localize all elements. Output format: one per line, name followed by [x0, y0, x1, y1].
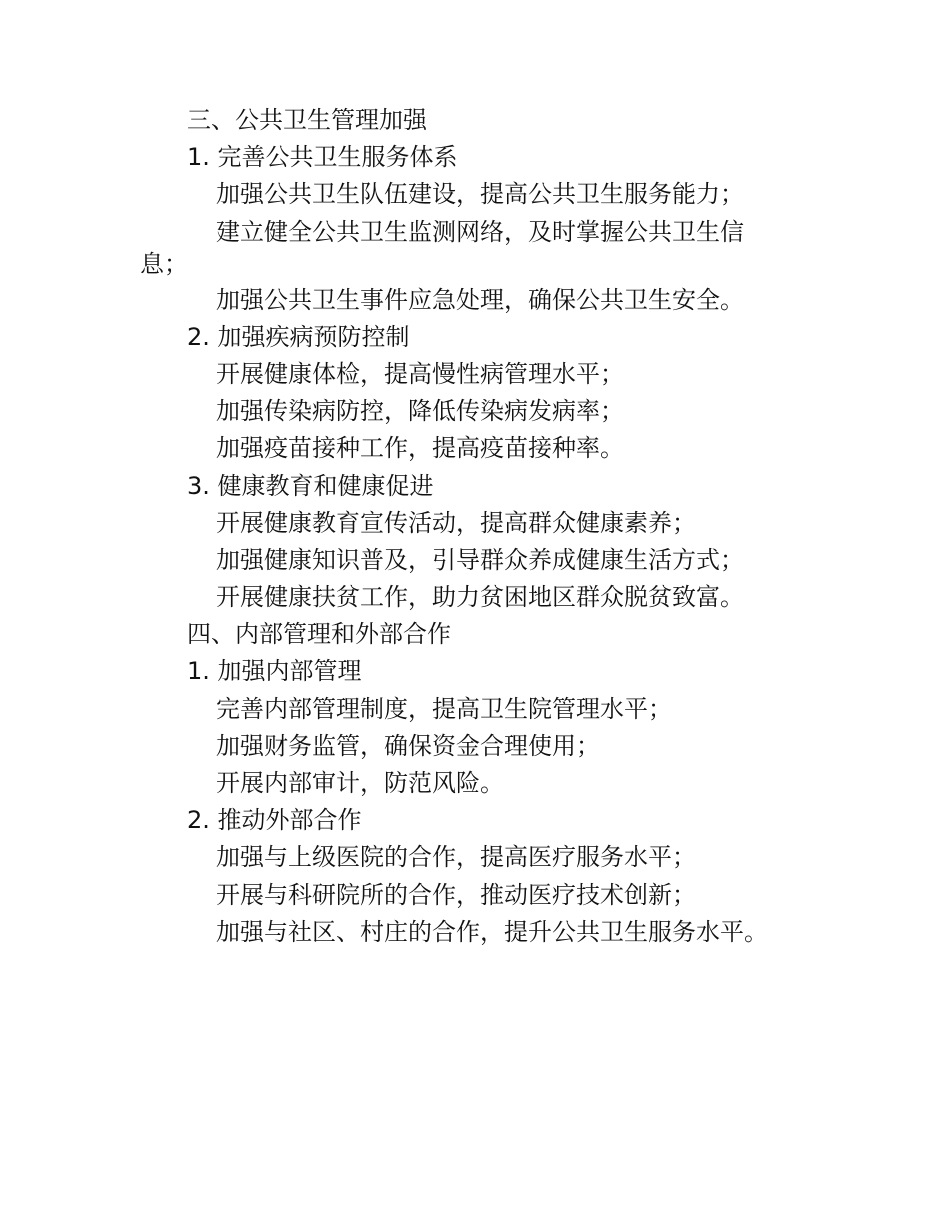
list-item: 开展健康教育宣传活动，提高群众健康素养； — [216, 508, 696, 537]
list-item: 开展健康扶贫工作，助力贫困地区群众脱贫致富。 — [216, 583, 744, 612]
list-item: 加强健康知识普及，引导群众养成健康生活方式； — [216, 545, 744, 574]
list-item: 加强公共卫生队伍建设，提高公共卫生服务能力； — [216, 180, 744, 209]
list-item: 开展健康体检，提高慢性病管理水平； — [216, 359, 624, 388]
list-item: 建立健全公共卫生监测网络，及时掌握公共卫生信息； — [140, 217, 744, 278]
list-item: 加强财务监管，确保资金合理使用； — [216, 731, 600, 760]
list-item: 开展与科研院所的合作，推动医疗技术创新； — [216, 880, 696, 909]
list-item: 加强公共卫生事件应急处理，确保公共卫生安全。 — [216, 285, 744, 314]
subsection-title: 1. 完善公共卫生服务体系 — [187, 143, 458, 172]
list-item: 加强与社区、村庄的合作，提升公共卫生服务水平。 — [216, 917, 768, 946]
list-item: 完善内部管理制度，提高卫生院管理水平； — [216, 694, 672, 723]
list-item: 开展内部审计，防范风险。 — [216, 769, 504, 797]
subsection-title: 2. 推动外部合作 — [187, 806, 362, 835]
subsection-title: 3. 健康教育和健康促进 — [187, 471, 434, 500]
list-item: 加强与上级医院的合作，提高医疗服务水平； — [216, 843, 696, 872]
section-heading: 三、公共卫生管理加强 — [187, 106, 427, 134]
document-body — [140, 102, 780, 951]
section-heading: 四、内部管理和外部合作 — [187, 620, 451, 649]
subsection-title: 1. 加强内部管理 — [187, 657, 362, 686]
subsection-title: 2. 加强疾病预防控制 — [187, 322, 410, 351]
list-item: 加强疫苗接种工作，提高疫苗接种率。 — [216, 434, 624, 463]
list-item: 加强传染病防控，降低传染病发病率； — [216, 397, 624, 426]
